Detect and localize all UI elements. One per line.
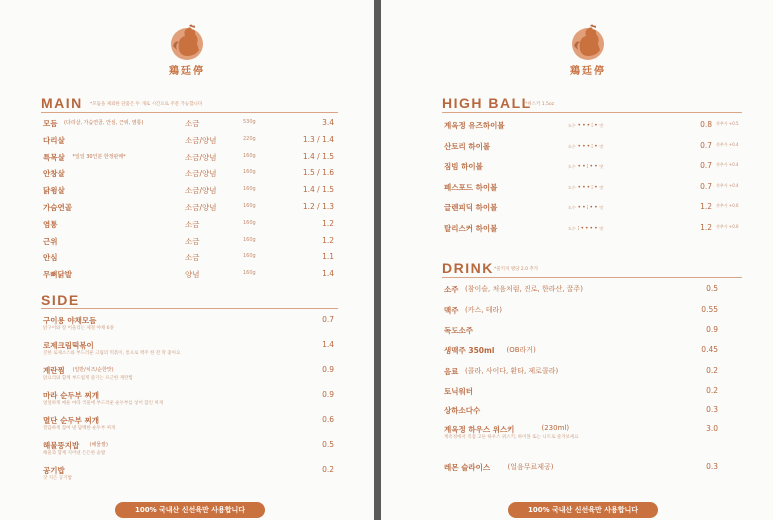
item-name: 글렌피딕 하이볼 bbox=[444, 203, 498, 212]
item-name: 공기밥 bbox=[43, 466, 65, 475]
item-price: 1.1 bbox=[322, 252, 334, 262]
item-name: 특목살 bbox=[43, 152, 65, 162]
item-name: 모듬 bbox=[43, 119, 58, 128]
item-price: 0.9 bbox=[322, 365, 334, 374]
strength-scale bbox=[568, 122, 603, 129]
scale-low-label: 도수 bbox=[568, 184, 576, 190]
main-divider bbox=[41, 112, 338, 113]
highball-divider bbox=[442, 112, 742, 113]
item-price: 1.4 bbox=[322, 340, 334, 349]
scale-low-label: 도수 bbox=[568, 123, 576, 128]
strength-marker-icon: ⁝ bbox=[586, 204, 589, 211]
side-menu-item bbox=[43, 365, 338, 385]
item-flavor: 소금 bbox=[185, 253, 200, 263]
item-name: 레몬 슬라이스 bbox=[444, 463, 491, 472]
item-price: 0.7 bbox=[700, 181, 712, 191]
item-name: 소주 bbox=[444, 285, 459, 294]
scale-low-label: 도수 bbox=[568, 164, 576, 169]
item-name: 다리살 bbox=[43, 135, 65, 145]
item-flavor: 소금/양념 bbox=[185, 169, 217, 179]
main-menu-item bbox=[43, 185, 338, 197]
highball-menu-item bbox=[444, 182, 744, 194]
main-menu-item bbox=[43, 202, 338, 214]
item-price: 0.9 bbox=[322, 390, 334, 399]
strength-dot-icon: • bbox=[586, 142, 591, 150]
strength-dot-icon: • bbox=[584, 224, 589, 232]
item-weight: 160g bbox=[243, 152, 256, 159]
strength-dot-icon: • bbox=[582, 204, 586, 211]
item-flavor: 소금 bbox=[185, 119, 200, 128]
main-menu-item bbox=[43, 236, 338, 248]
strength-dot-icon: • bbox=[589, 204, 594, 211]
item-flavor: 양념 bbox=[185, 270, 200, 280]
scale-high-label: 맛 bbox=[599, 184, 604, 190]
item-price: 1.3 / 1.4 bbox=[302, 134, 334, 144]
item-price: 3.4 bbox=[322, 118, 334, 127]
item-name: 안창살 bbox=[43, 169, 65, 179]
item-price: 0.2 bbox=[706, 366, 718, 375]
item-price: 0.2 bbox=[322, 465, 334, 474]
highball-menu-item bbox=[444, 161, 744, 173]
strength-dot-icon: • bbox=[582, 142, 586, 150]
item-name: 염통 bbox=[43, 219, 58, 229]
item-name: 해물뚱지밥 bbox=[43, 441, 80, 450]
drink-menu-item bbox=[444, 284, 744, 304]
item-tag: *일일 30인분 한정판매* bbox=[72, 153, 126, 160]
item-price: 0.2 bbox=[706, 386, 718, 395]
drink-menu-item bbox=[444, 325, 744, 345]
item-name: 안심 bbox=[43, 253, 58, 263]
drink-menu-item bbox=[444, 305, 744, 325]
fresh-chicken-banner: 100% 국내산 신선육만 사용합니다 bbox=[508, 502, 658, 518]
main-section-title: MAIN bbox=[41, 95, 83, 111]
menu-page-left bbox=[0, 0, 374, 520]
drink-menu-item bbox=[444, 405, 744, 425]
strength-scale bbox=[568, 163, 603, 170]
item-price: 1.2 bbox=[322, 235, 334, 245]
side-divider bbox=[41, 308, 338, 309]
item-weight: 160g bbox=[243, 169, 256, 176]
scale-high-label: 맛 bbox=[599, 164, 604, 169]
strength-dot-icon: • bbox=[586, 183, 591, 191]
strength-dot-icon: • bbox=[580, 224, 584, 232]
strength-dot-icon: • bbox=[594, 163, 598, 170]
item-description: 진한 로제소스와 부드러운 크림의 떡볶이, 통으로 맥주 한 잔 딱 좋아요 bbox=[43, 351, 181, 356]
item-description: 얼얼하게 매운 마라 국물에 부드러운 순두부를 넣어 끓인 찌개 bbox=[43, 401, 164, 406]
strength-dot-icon: • bbox=[577, 142, 582, 150]
drink-menu-item bbox=[444, 345, 744, 365]
strength-dot-icon: • bbox=[577, 163, 582, 170]
item-name: 독도소주 bbox=[444, 326, 473, 335]
side-menu-item bbox=[43, 415, 338, 435]
rooster-icon bbox=[566, 20, 610, 64]
highball-menu-item bbox=[444, 223, 744, 235]
scale-high-label: 맛 bbox=[599, 225, 604, 231]
strength-dot-icon: • bbox=[586, 122, 591, 129]
main-menu-item bbox=[43, 252, 338, 264]
side-menu-item bbox=[43, 340, 338, 360]
strength-dot-icon: • bbox=[594, 224, 598, 232]
page-gutter bbox=[374, 0, 381, 520]
scale-high-label: 맛 bbox=[599, 143, 604, 149]
side-menu-item bbox=[43, 390, 338, 410]
item-name: 맥주 bbox=[444, 306, 459, 315]
item-name: 로제크림떡볶이 bbox=[43, 341, 94, 350]
item-price: 0.5 bbox=[322, 440, 334, 449]
item-name: 계옥정 유즈하이볼 bbox=[444, 121, 505, 130]
item-tag: (콜라, 사이다, 환타, 제로콜라) bbox=[465, 367, 559, 375]
highball-section-note: *위스키 1.5oz bbox=[525, 102, 554, 107]
item-price: 3.0 bbox=[706, 424, 718, 433]
scale-high-label: 맛 bbox=[599, 123, 604, 128]
item-name: 마라 순두부 찌개 bbox=[43, 391, 99, 400]
highball-section-title: HIGH BALL bbox=[442, 95, 532, 111]
item-name: 토닉워터 bbox=[444, 387, 473, 396]
item-name: 페스포드 하이볼 bbox=[444, 182, 498, 192]
rooster-icon bbox=[165, 20, 209, 64]
item-flavor: 소금 bbox=[185, 236, 200, 246]
shot-addon: 샷추가 +0.4 bbox=[716, 162, 739, 167]
scale-low-label: 도수 bbox=[568, 205, 576, 210]
item-name: 가슴연골 bbox=[43, 203, 72, 212]
scale-low-label: 도수 bbox=[568, 225, 576, 231]
item-price: 1.5 / 1.6 bbox=[302, 168, 334, 178]
menu-page-right bbox=[381, 0, 773, 520]
side-section-title: SIDE bbox=[41, 292, 80, 308]
item-price: 0.3 bbox=[706, 462, 718, 471]
side-menu-item bbox=[43, 465, 338, 485]
item-price: 0.5 bbox=[706, 284, 718, 293]
item-weight: 160g bbox=[243, 203, 256, 209]
item-name: 구이용 야채모듬 bbox=[43, 316, 97, 325]
item-price: 1.2 bbox=[322, 218, 334, 228]
strength-dot-icon: • bbox=[582, 183, 586, 191]
brand-name: 鶏廷停 bbox=[169, 66, 205, 77]
strength-marker-icon: ⁝ bbox=[591, 122, 594, 129]
side-menu-item bbox=[43, 440, 338, 460]
drink-menu-item bbox=[444, 386, 744, 406]
strength-dot-icon: • bbox=[594, 204, 598, 211]
strength-marker-icon: ⁝ bbox=[577, 224, 580, 232]
item-flavor: 소금/양념 bbox=[185, 135, 217, 145]
item-price: 0.3 bbox=[706, 405, 718, 414]
item-description: 해물과 함께 지어낸 든든한 솥밥 bbox=[43, 451, 106, 456]
item-description: 갓 지은 공기밥 bbox=[43, 476, 72, 481]
item-weight: 160g bbox=[243, 270, 256, 277]
item-name: 계옥정 하우스 위스키 bbox=[444, 425, 515, 434]
item-weight: 160g bbox=[243, 253, 256, 260]
item-price: 0.55 bbox=[701, 305, 718, 314]
highball-menu-item bbox=[444, 202, 744, 214]
brand-logo bbox=[558, 20, 618, 82]
drink-menu-item bbox=[444, 366, 744, 386]
item-price: 0.6 bbox=[322, 415, 334, 424]
main-menu-item bbox=[43, 269, 338, 281]
main-menu-item bbox=[43, 168, 338, 180]
shot-addon: 샷추가 +0.4 bbox=[716, 141, 739, 147]
item-name: 탈리스커 하이볼 bbox=[444, 223, 498, 233]
item-price: 1.2 bbox=[700, 222, 712, 232]
item-weight: 160g bbox=[243, 219, 256, 226]
drink-divider bbox=[442, 277, 742, 278]
item-price: 1.4 bbox=[322, 269, 334, 279]
strength-marker-icon: ⁝ bbox=[586, 163, 589, 170]
strength-dot-icon: • bbox=[594, 183, 598, 191]
item-name: 상하소다수 bbox=[444, 406, 481, 415]
item-description: 깔끔하게 끓여 낸 담백한 순두부 찌개 bbox=[43, 426, 116, 431]
shot-addon: 샷추가 +0.6 bbox=[716, 203, 739, 208]
drink-menu-item bbox=[444, 424, 744, 444]
strength-scale bbox=[568, 184, 603, 191]
strength-dot-icon: • bbox=[577, 183, 582, 191]
side-menu-item bbox=[43, 315, 338, 335]
main-section-note: *모듬을 제외한 단품은 두 개로 시간으로 주문 가능합니다 bbox=[90, 102, 203, 107]
strength-marker-icon: ⁝ bbox=[591, 183, 594, 191]
item-tag: (다리살, 가슴연골, 안심, 근위, 염통) bbox=[64, 120, 144, 126]
item-flavor: 소금/양념 bbox=[185, 203, 217, 212]
item-tag: (230ml) bbox=[541, 424, 570, 432]
main-menu-item bbox=[43, 219, 338, 231]
item-flavor: 소금/양념 bbox=[185, 186, 217, 196]
strength-dot-icon: • bbox=[582, 122, 586, 129]
item-price: 1.4 / 1.5 bbox=[302, 151, 334, 161]
strength-dot-icon: • bbox=[589, 163, 594, 170]
item-tag: (일반/치즈/순한맛) bbox=[72, 367, 114, 373]
item-price: 0.9 bbox=[706, 325, 718, 334]
strength-dot-icon: • bbox=[582, 163, 586, 170]
highball-menu-item bbox=[444, 141, 744, 153]
shot-addon: 샷추가 +0.6 bbox=[716, 223, 739, 229]
strength-scale bbox=[568, 225, 603, 232]
item-name: 생맥주 350ml bbox=[444, 346, 495, 355]
item-price: 0.7 bbox=[700, 140, 712, 150]
main-menu-item bbox=[43, 135, 338, 147]
item-price: 1.2 bbox=[700, 202, 712, 211]
main-menu-item bbox=[43, 152, 338, 164]
item-tag: (참이슬, 처음처럼, 진로, 한라산, 꿀주) bbox=[465, 285, 583, 293]
item-name: 계란찜 bbox=[43, 366, 65, 375]
strength-dot-icon: • bbox=[594, 142, 598, 150]
item-price: 0.7 bbox=[700, 161, 712, 170]
item-flavor: 소금 bbox=[185, 219, 200, 229]
item-name: 음료 bbox=[444, 367, 459, 376]
fresh-chicken-banner: 100% 국내산 신선육만 사용합니다 bbox=[115, 502, 265, 518]
drink-section-note: *콜키지 병당 2.0 추가 bbox=[494, 267, 539, 272]
drink-menu-item bbox=[444, 462, 744, 482]
scale-high-label: 맛 bbox=[599, 205, 604, 210]
item-name: 닭윙살 bbox=[43, 186, 65, 196]
item-weight: 220g bbox=[243, 135, 256, 142]
strength-dot-icon: • bbox=[577, 122, 582, 129]
item-tag: (해물쌀) bbox=[89, 442, 108, 448]
item-tag: (카스, 테라) bbox=[465, 306, 502, 314]
item-weight: 160g bbox=[243, 236, 256, 243]
item-price: 0.45 bbox=[701, 345, 718, 354]
item-price: 1.2 / 1.3 bbox=[302, 202, 334, 211]
item-name: 근위 bbox=[43, 236, 58, 246]
brand-name: 鶏廷停 bbox=[570, 66, 606, 77]
strength-dot-icon: • bbox=[577, 204, 582, 211]
item-flavor: 소금/양념 bbox=[185, 152, 217, 162]
strength-dot-icon: • bbox=[589, 224, 594, 232]
item-tag: (얼음무료제공) bbox=[507, 463, 554, 471]
highball-menu-item bbox=[444, 120, 744, 132]
scale-low-label: 도수 bbox=[568, 143, 576, 149]
item-tag: (OB라거) bbox=[506, 346, 536, 354]
brand-logo bbox=[157, 20, 217, 82]
strength-scale bbox=[568, 143, 603, 150]
item-name: 짐빔 하이볼 bbox=[444, 162, 483, 171]
item-name: 멸단 순두부 찌개 bbox=[43, 416, 99, 425]
strength-dot-icon: • bbox=[594, 122, 598, 129]
item-name: 무뼈닭발 bbox=[43, 270, 72, 280]
item-description: 닭요리와 함께 부드럽게 즐기는 포근한 계란찜 bbox=[43, 376, 133, 381]
strength-scale bbox=[568, 204, 603, 211]
shot-addon: 샷추가 +0.5 bbox=[716, 121, 739, 126]
drink-section-title: DRINK bbox=[442, 260, 494, 276]
item-weight: 530g bbox=[243, 119, 256, 125]
shot-addon: 샷추가 +0.4 bbox=[716, 182, 739, 188]
item-weight: 160g bbox=[243, 186, 256, 193]
item-price: 0.7 bbox=[322, 315, 334, 324]
item-price: 1.4 / 1.5 bbox=[302, 185, 334, 195]
item-name: 산토리 하이볼 bbox=[444, 141, 491, 151]
strength-marker-icon: ⁝ bbox=[591, 142, 594, 150]
item-description: 계옥정에서 직접 고른 하우스 위스키, 하이볼 또는 니트로 즐겨보세요 bbox=[444, 435, 579, 440]
item-price: 0.8 bbox=[700, 120, 712, 129]
item-description: 닭구이와 잘 어울리는 제철 야채 6종 bbox=[43, 326, 114, 331]
main-menu-item bbox=[43, 118, 338, 130]
